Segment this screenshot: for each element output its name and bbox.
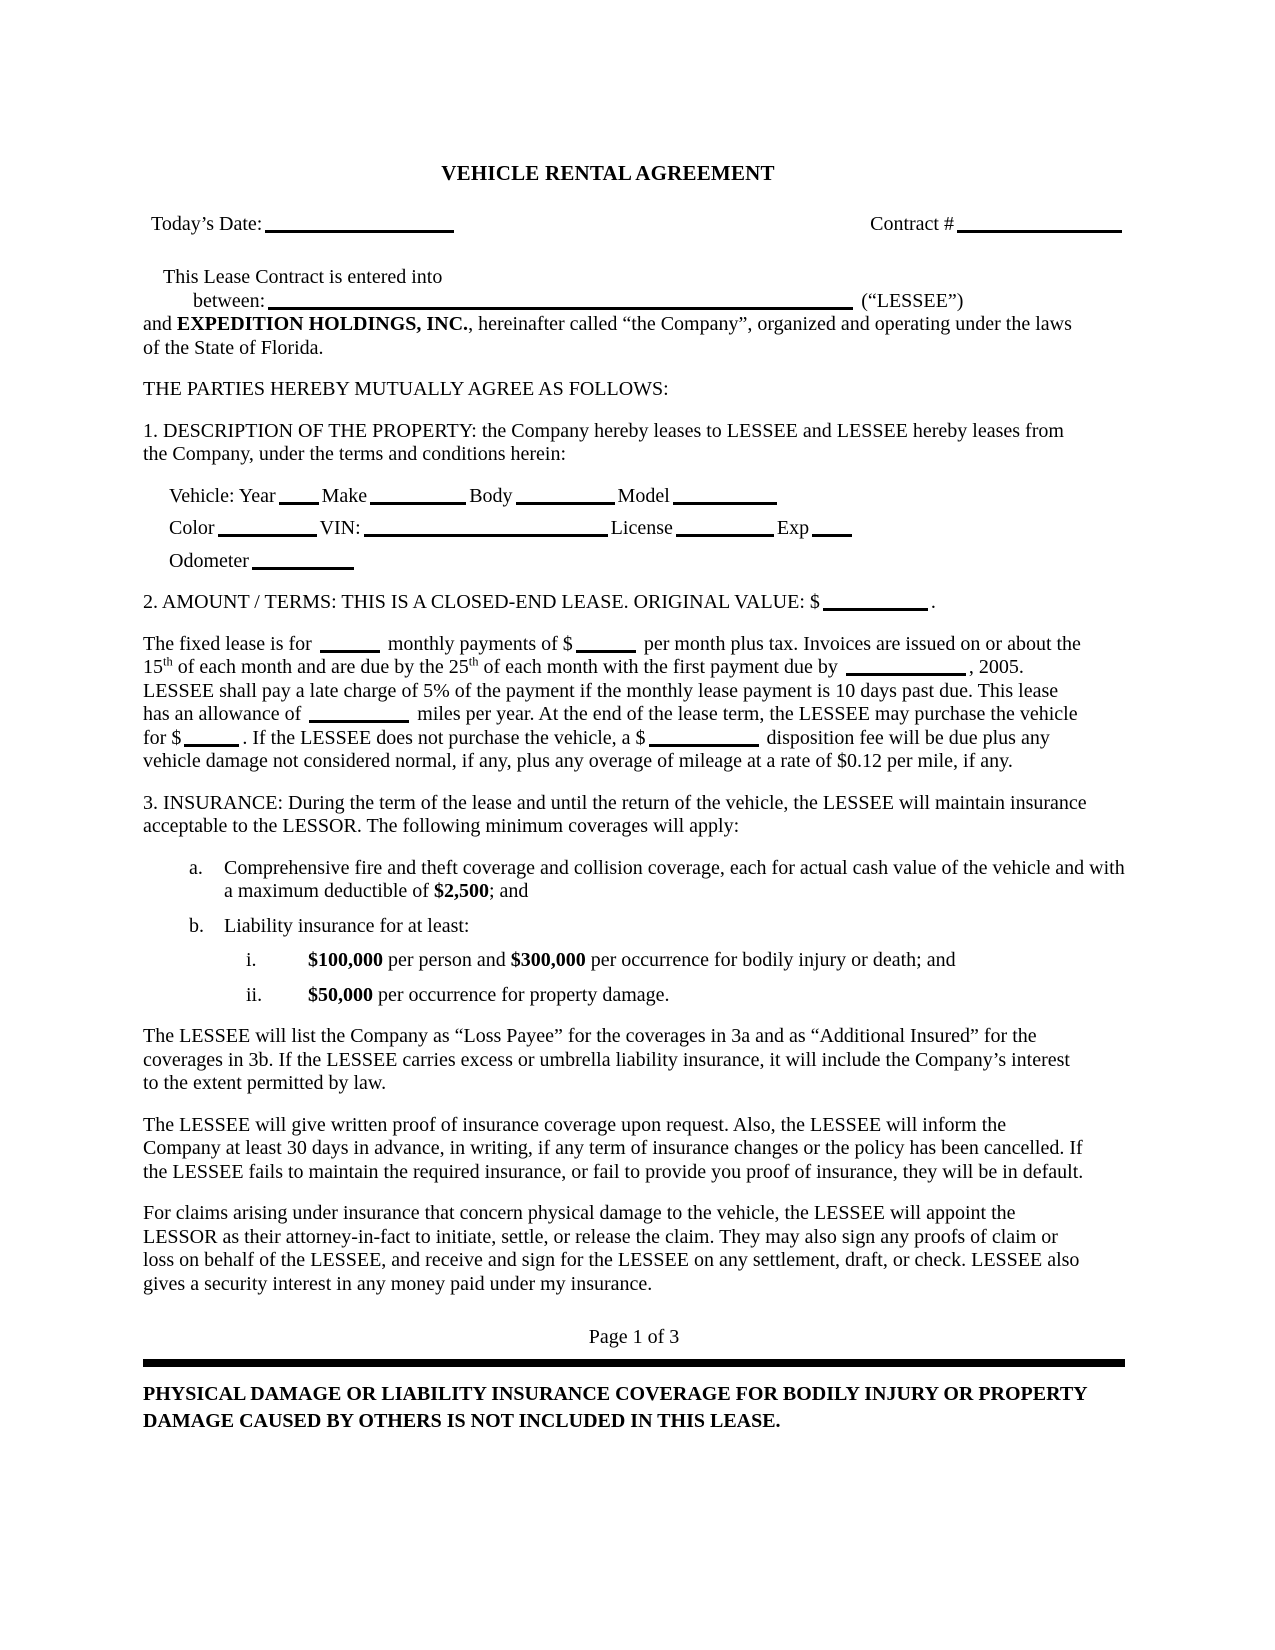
text-segment: 2. AMOUNT / TERMS: THIS IS A CLOSED-END LEASE. ORIGINAL VALUE: $ [143,591,820,613]
company-name: EXPEDITION HOLDINGS, INC. [176,313,469,335]
text-segment: per occurrence for bodily injury or death; and [585,949,956,971]
text-segment: miles per year. At the end of the lease term, the LESSEE may purchase the vehicle for $ [143,703,1078,749]
body-label: Body [469,484,513,507]
property-damage-amount: $50,000 [308,983,373,1006]
text-segment: per person and [383,949,511,971]
contract-number-field [870,213,1125,237]
per-occurrence-amount: $300,000 [510,949,586,971]
exp-label: Exp [776,517,810,539]
todays-date-field [151,213,457,237]
list-item-i [143,949,1125,973]
text-segment: . If the LESSEE does not purchase the vehicle, a $ [242,726,646,749]
section3-heading: 3. INSURANCE: During the term of the lease and until the return of the vehicle, the LESSEE will maintain insurance acceptable to the LESSOR. The following minimum coverages will apply: [143,791,1087,837]
document-content [143,0,1125,1435]
deductible-amount: $2,500 [433,880,489,902]
first-payment-date-blank [846,656,966,676]
list-marker: b. [189,914,204,937]
odometer-label: Odometer [169,549,249,572]
loss-payee-paragraph: The LESSEE will list the Company as “Loss Payee” for the coverages in 3a and as “Additional Insured” for the coverages in 3b. If the LESSEE carries excess or umbrella liability insurance, it will include the Company’s interest to the extent permitted by law. [143,1025,1070,1094]
mileage-allowance-blank [309,703,409,723]
lease-terms-paragraph [143,633,1088,774]
odometer-blank [252,550,354,570]
list-marker: i. [246,949,257,971]
text-segment: per month plus tax. Invoices are issued on or about the 15 [143,632,1081,678]
color-label: Color [169,517,215,539]
original-value-blank [823,591,928,611]
lessee-name-blank [268,290,853,310]
vehicle-year-label: Vehicle: Year [169,484,276,507]
purchase-price-blank [184,727,239,747]
vin-label: VIN: [319,517,361,539]
ordinal-suffix: th [468,654,479,669]
section1-heading: 1. DESCRIPTION OF THE PROPERTY: the Company hereby leases to LESSEE and LESSEE hereby leases from the Company, under the terms and conditions herein: [143,419,1064,465]
todays-date-label: Today’s Date: [151,212,263,235]
todays-date-blank [265,213,454,233]
proof-of-insurance-paragraph: The LESSEE will give written proof of insurance coverage upon request. Also, the LESSEE will inform the Company at least 30 days in advance, in writing, if any term of insurance changes or the policy has been cancelled. If the LESSEE fails to maintain the required insurance, or fail to provide you proof of insurance, they will be in default. [143,1113,1084,1183]
vehicle-row-3 [169,550,1125,574]
color-blank [218,517,317,537]
list-item-b [143,915,1125,939]
per-person-amount: $100,000 [308,949,383,971]
text-segment: , 2005. LESSEE shall pay a late charge of 5% of the payment if the monthly lease payment is 10 days past due. This lease has an allowance of [143,656,1059,725]
between-line [193,290,1125,314]
footer-notice: PHYSICAL DAMAGE OR LIABILITY INSURANCE COVERAGE FOR BODILY INJURY OR PROPERTY DAMAGE CAUSED BY OTHERS IS NOT INCLUDED IN THIS LEASE. [143,1382,1087,1432]
exp-blank [812,517,852,537]
model-blank [673,485,777,505]
header-row [143,213,1125,237]
vin-blank [364,517,608,537]
model-label: Model [617,484,670,507]
license-label: License [610,517,673,539]
text-segment: per occurrence for property damage. [373,983,670,1006]
disposition-fee-blank [649,727,759,747]
text-segment: Comprehensive fire and theft coverage and collision coverage, each for actual cash value of the vehicle and with a maximum deductible of [224,856,1125,902]
lessee-paren: (“LESSEE”) [856,289,964,312]
payment-amount-blank [576,633,636,653]
intro-entered-line: This Lease Contract is entered into [163,266,443,288]
page-number: Page 1 of 3 [588,1326,680,1348]
text-segment: disposition fee will be due plus any vehicle damage not considered normal, if any, plus any overage of mileage at a rate of $0.12 per mile, if any. [143,726,1050,772]
title-wrap [143,162,1073,187]
contract-number-blank [957,213,1122,233]
text-segment: of each month and are due by the 25 [172,656,469,678]
text-segment: , hereinafter called “the Company”, organized and operating under the laws of the State of Florida. [143,313,1072,359]
year-blank [279,485,319,505]
text-segment: and [143,313,177,335]
claims-paragraph: For claims arising under insurance that concern physical damage to the vehicle, the LESSEE will appoint the LESSOR as their attorney-in-fact to initiate, settle, or release the claim. They may also sign any proofs of claim or loss on behalf of the LESSEE, and receive and sign for the LESSEE on any settlement, draft, or check. LESSEE also gives a security interest in any money paid under my insurance. [143,1202,1080,1295]
text-segment: . [930,591,936,613]
intro-block [143,266,1125,360]
license-blank [676,517,774,537]
text-segment: The fixed lease is for [143,632,317,655]
between-label: between: [193,289,266,312]
payments-count-blank [320,633,380,653]
text-segment: ; and [488,880,529,902]
company-line [143,313,1093,360]
text-segment: monthly payments of $ [382,632,573,655]
separator-rule [143,1359,1125,1367]
vehicle-row-1 [169,485,1125,509]
make-label: Make [321,484,368,507]
list-item-text [224,857,1125,904]
mutual-agreement-heading: THE PARTIES HEREBY MUTUALLY AGREE AS FOLLOWS: [143,378,669,400]
body-blank [516,485,615,505]
list-item-text [308,949,1125,973]
contract-number-label: Contract # [870,212,954,235]
text-segment: of each month with the first payment due by [478,656,843,678]
list-marker: a. [189,856,203,879]
list-item-a [143,857,1125,904]
list-item-text [308,984,1125,1008]
list-item-text: Liability insurance for at least: [224,914,470,937]
make-blank [370,485,466,505]
ordinal-suffix: th [163,654,173,669]
list-item-ii [143,984,1125,1008]
vehicle-row-2 [169,517,1125,541]
document-title: VEHICLE RENTAL AGREEMENT [441,161,775,185]
list-marker: ii. [246,983,263,1006]
section2-heading [143,591,1088,615]
